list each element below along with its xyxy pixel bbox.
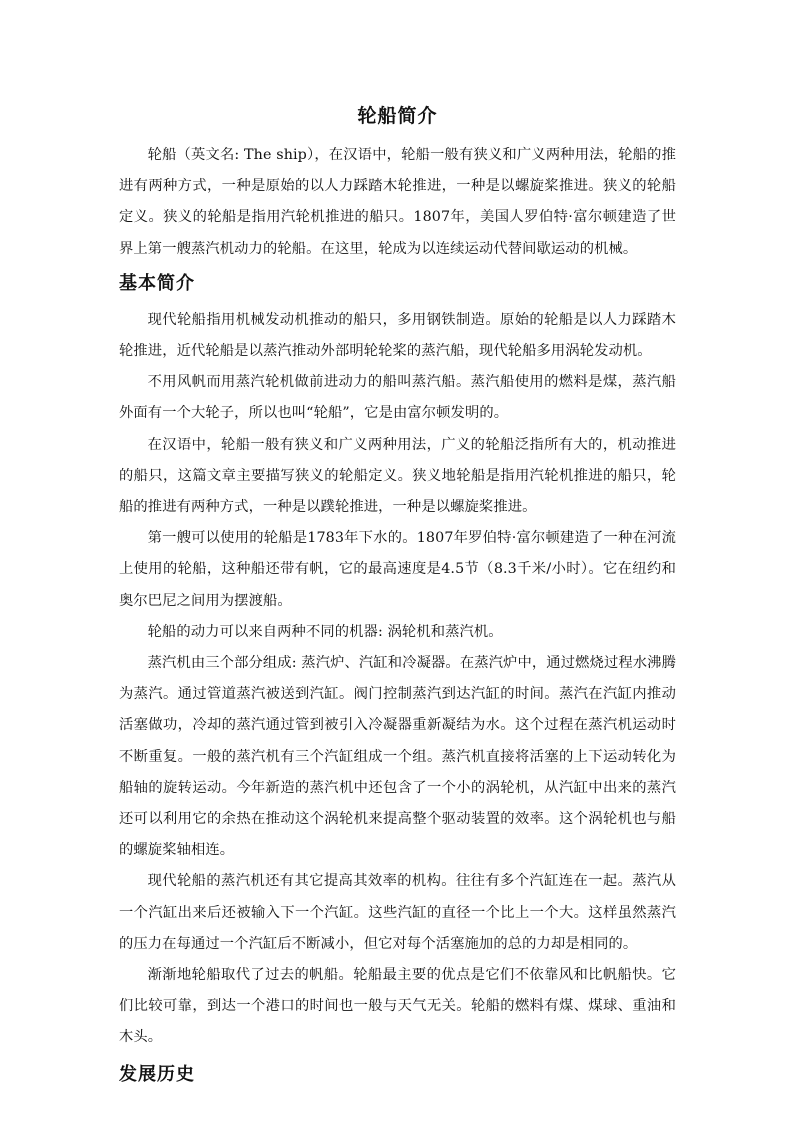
paragraph: 蒸汽机由三个部分组成: 蒸汽炉、汽缸和冷凝器。在蒸汽炉中，通过燃烧过程水沸腾为蒸汽。通过管道蒸汽被送到汽缸。阀门控制蒸汽到达汽缸的时间。蒸汽在汽缸内推动活塞做功，冷却的蒸汽通过管到被引入冷凝器重新凝结为水。这个过程在蒸汽机运动时不断重复。一般的蒸汽机有三个汽缸组成一个组。蒸汽机直接将活塞的上下运动转化为船轴的旋转运动。今年新造的蒸汽机中还包含了一个小的涡轮机，从汽缸中出来的蒸汽还可以利用它的余热在推动这个涡轮机来提高整个驱动装置的效率。这个涡轮机也与船的螺旋桨轴相连。 bbox=[119, 655, 676, 859]
paragraph: 渐渐地轮船取代了过去的帆船。轮船最主要的优点是它们不依靠风和比帆船快。它们比较可靠，到达一个港口的时间也一般与天气无关。轮船的燃料有煤、煤球、重油和木头。 bbox=[119, 967, 676, 1046]
paragraph: 在汉语中，轮船一般有狭义和广义两种用法，广义的轮船泛指所有大的，机动推进的船只，这篇文章主要描写狭义的轮船定义。狭义地轮船是指用汽轮机推进的船只，轮船的推进有两种方式，一种是以蹼轮推进，一种是以螺旋桨推进。 bbox=[119, 436, 676, 516]
section-heading-history: 发展历史 bbox=[119, 1063, 195, 1085]
intro-paragraph: 轮船（英文名: The ship），在汉语中，轮船一般有狭义和广义两种用法，轮船的推进有两种方式，一种是原始的以人力踩踏木轮推进，一种是以螺旋桨推进。狭义的轮船定义。狭义的轮船是指用汽轮机推进的船只。1807年，美国人罗伯特·富尔顿建造了世界上第一艘蒸汽机动力的轮船。在这里，轮成为以连续运动代替间歇运动的机械。 bbox=[119, 147, 676, 257]
paragraph: 现代轮船的蒸汽机还有其它提高其效率的机构。往往有多个汽缸连在一起。蒸汽从一个汽缸出来后还被输入下一个汽缸。这些汽缸的直径一个比上一个大。这样虽然蒸汽的压力在每通过一个汽缸后不断减小，但它对每个活塞施加的总的力却是相同的。 bbox=[119, 873, 676, 952]
paragraph: 第一艘可以使用的轮船是1783年下水的。1807年罗伯特·富尔顿建造了一种在河流上使用的轮船，这种船还带有帆，它的最高速度是4.5节（8.3千米/小时）。它在纽约和奥尔巴尼之间用为摆渡船。 bbox=[119, 530, 676, 609]
paragraph: 轮船的动力可以来自两种不同的机器: 涡轮机和蒸汽机。 bbox=[147, 623, 503, 640]
paragraph: 现代轮船指用机械发动机推动的船只，多用钢铁制造。原始的轮船是以人力踩踏木轮推进，近代轮船是以蒸汽推动外部明轮轮桨的蒸汽船，现代轮船多用涡轮发动机。 bbox=[119, 311, 676, 360]
page-title: 轮船简介 bbox=[357, 105, 438, 127]
paragraph: 不用风帆而用蒸汽轮机做前进动力的船叫蒸汽船。蒸汽船使用的燃料是煤，蒸汽船外面有一个大轮子，所以也叫“轮船”，它是由富尔顿发明的。 bbox=[119, 374, 676, 422]
section-heading-basic: 基本简介 bbox=[119, 272, 195, 294]
document-page bbox=[119, 100, 676, 1096]
